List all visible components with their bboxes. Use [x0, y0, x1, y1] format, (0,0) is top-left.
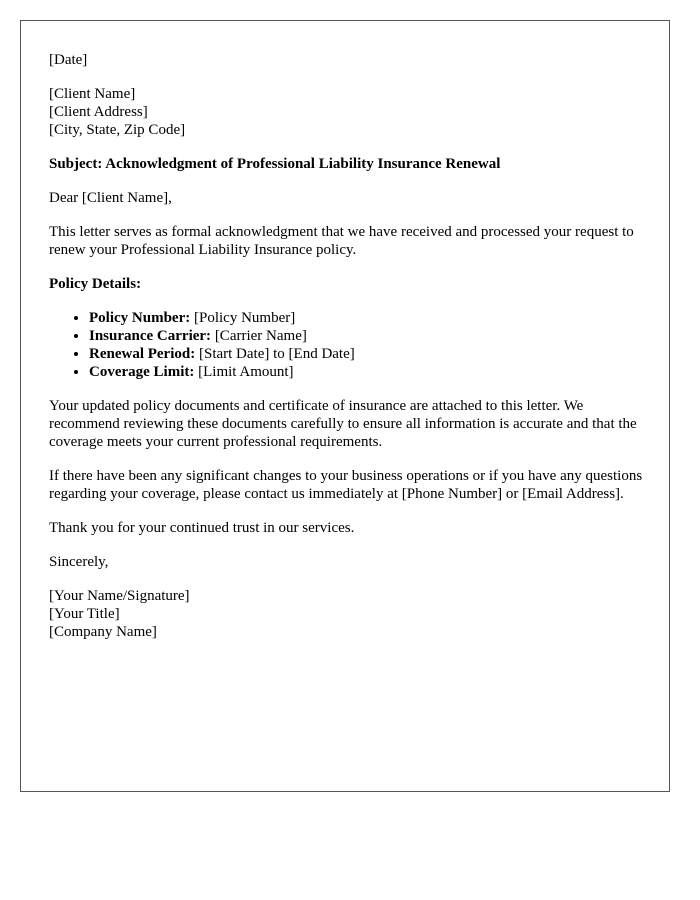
signature-title: [Your Title]	[49, 606, 120, 622]
documents-paragraph: Your updated policy documents and certificate of insurance are attached to this letter. We recommend reviewing these documents carefully to ensure all information is accurate and that the coverage meets your current professional requirements.	[49, 398, 637, 450]
signature-block	[49, 587, 649, 641]
policy-detail-item	[89, 363, 649, 381]
policy-details-heading: Policy Details:	[49, 276, 142, 292]
recipient-name: [Client Name]	[49, 86, 136, 102]
recipient-block	[49, 85, 649, 139]
policy-detail-value: [Limit Amount]	[194, 364, 294, 380]
policy-detail-label: Coverage Limit:	[89, 364, 195, 380]
policy-detail-value: [Carrier Name]	[211, 328, 307, 344]
letter-date: [Date]	[49, 52, 88, 68]
intro-paragraph: This letter serves as formal acknowledgment that we have received and processed your request to renew your Professional Liability Insurance policy.	[49, 224, 634, 258]
changes-paragraph: If there have been any significant changes to your business operations or if you have any questions regarding your coverage, please contact us immediately at [Phone Number] or [Email Address].	[49, 468, 643, 502]
letter-page	[20, 20, 670, 792]
policy-detail-label: Renewal Period:	[89, 346, 196, 362]
policy-detail-value: [Start Date] to [End Date]	[195, 346, 355, 362]
policy-detail-label: Policy Number:	[89, 310, 191, 326]
thanks-paragraph: Thank you for your continued trust in our services.	[49, 520, 355, 536]
recipient-address: [Client Address]	[49, 104, 148, 120]
policy-detail-label: Insurance Carrier:	[89, 328, 212, 344]
recipient-city-state-zip: [City, State, Zip Code]	[49, 122, 186, 138]
signature-name: [Your Name/Signature]	[49, 588, 190, 604]
signature-company: [Company Name]	[49, 624, 157, 640]
policy-detail-item	[89, 309, 649, 327]
closing: Sincerely,	[49, 554, 109, 570]
policy-detail-item	[89, 345, 649, 363]
letter-subject: Subject: Acknowledgment of Professional Liability Insurance Renewal	[49, 156, 501, 172]
policy-detail-item	[89, 327, 649, 345]
policy-detail-value: [Policy Number]	[190, 310, 296, 326]
salutation: Dear [Client Name],	[49, 190, 172, 206]
policy-details-list	[49, 309, 649, 381]
